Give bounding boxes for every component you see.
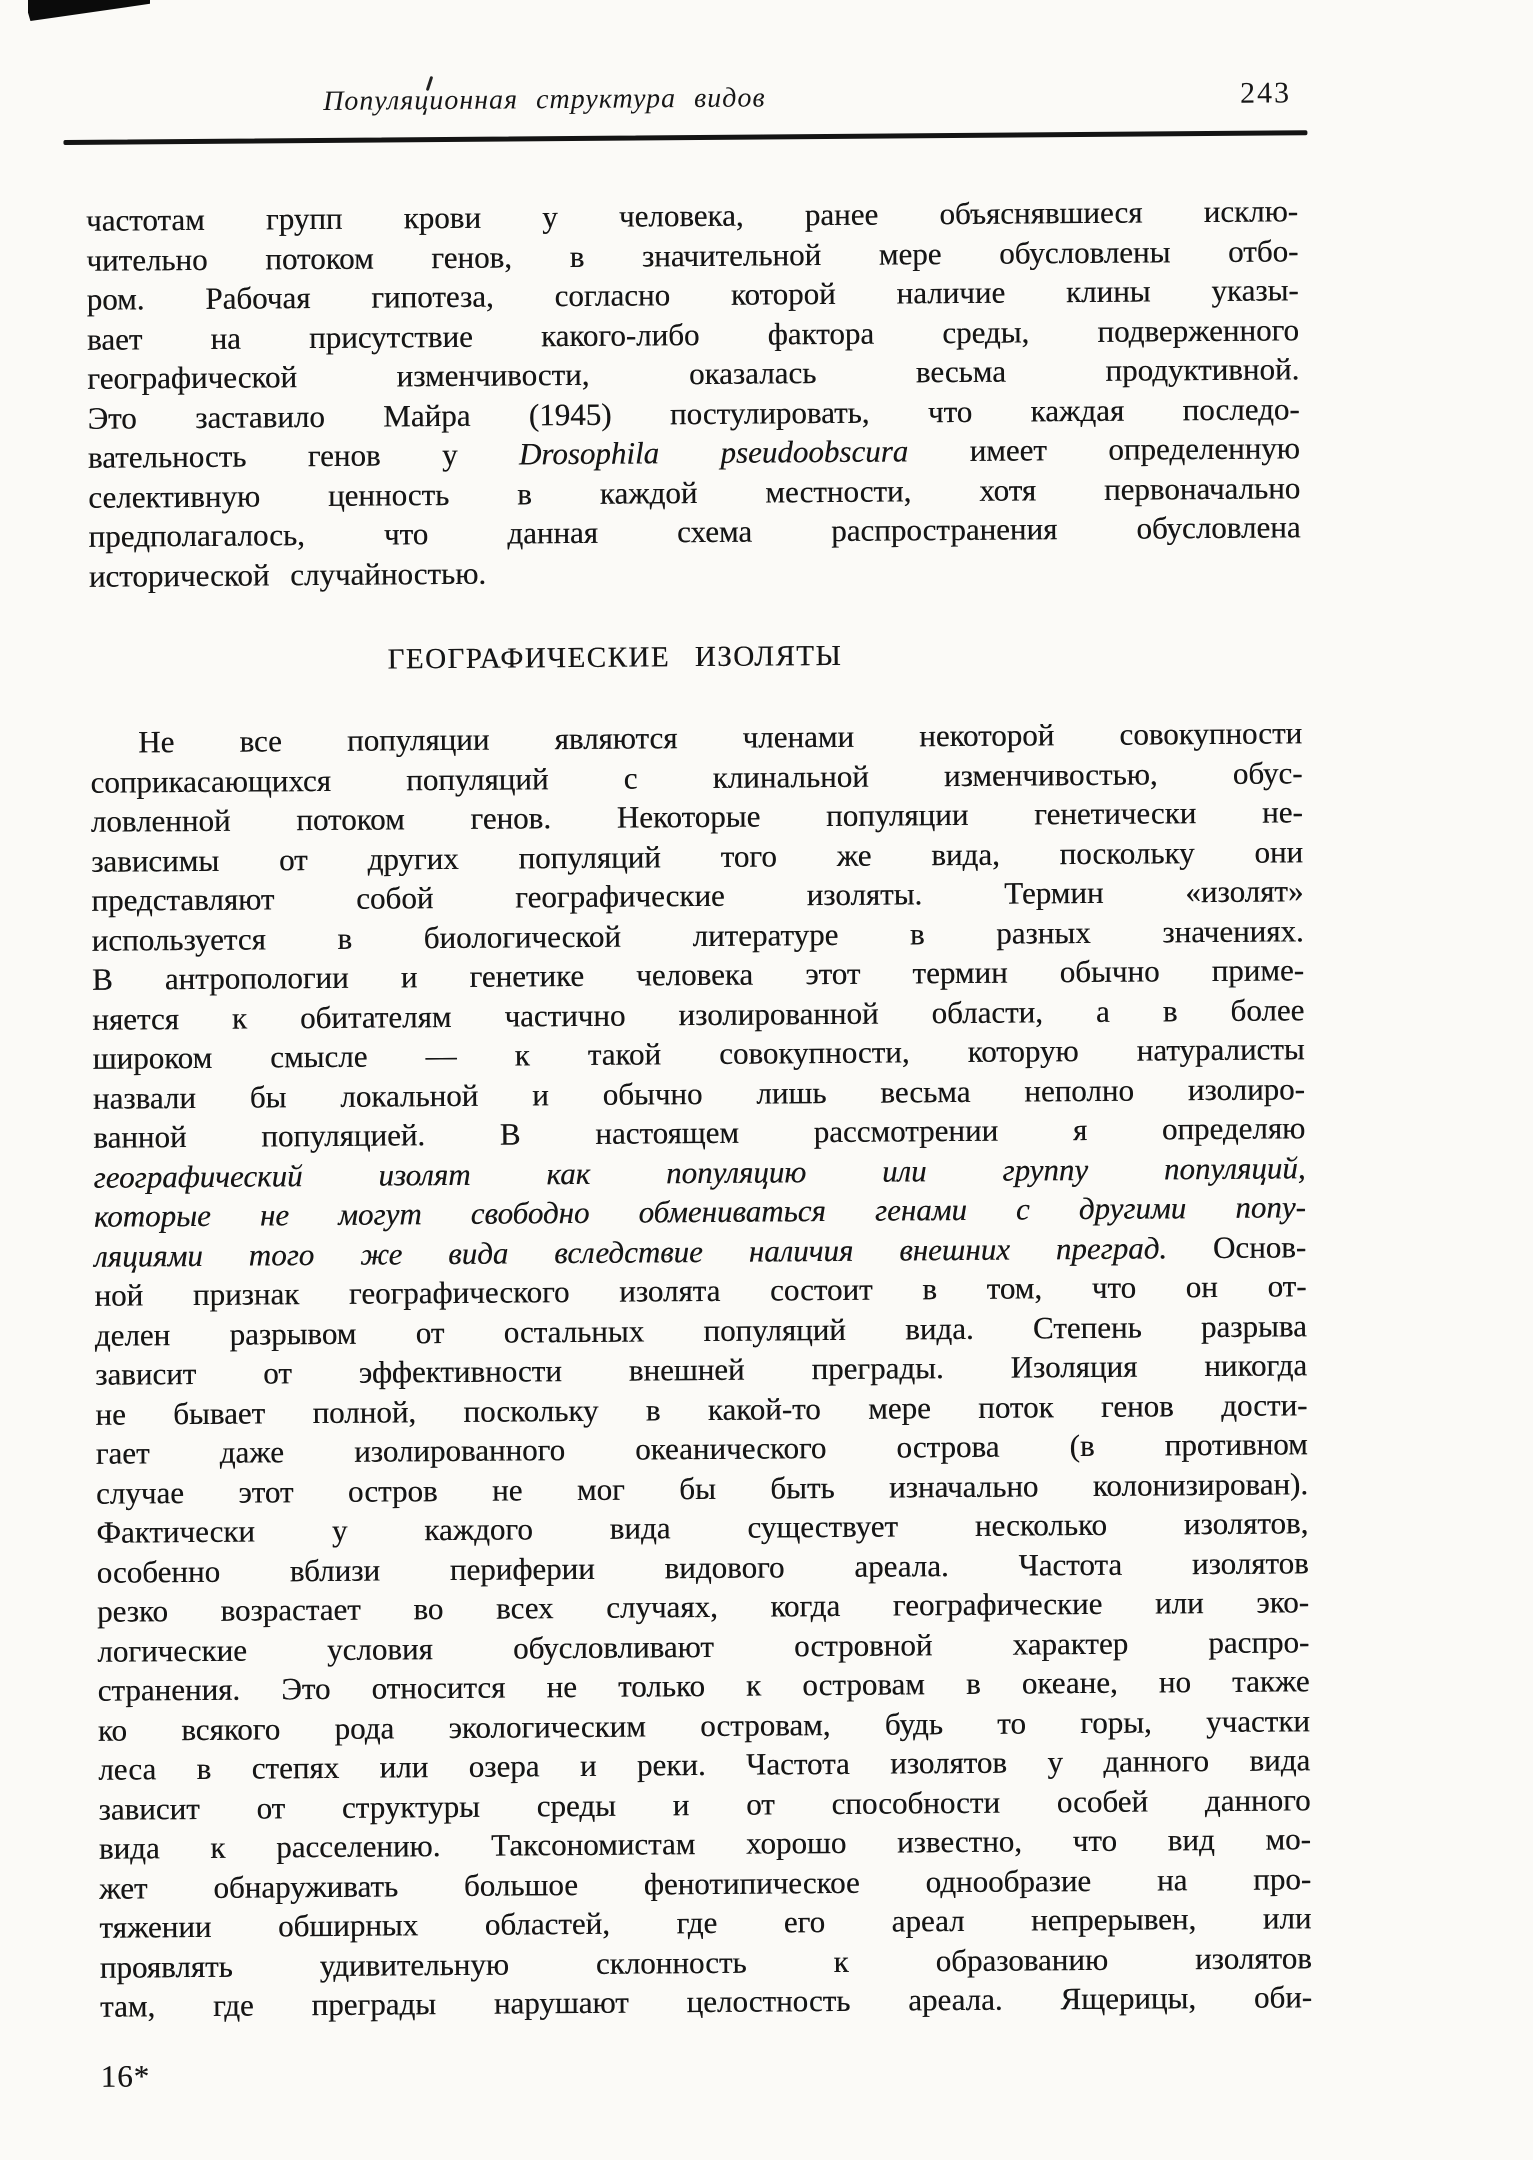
text-segment: жет обнаруживать большое фенотипическое однообразие на про- — [99, 1860, 1312, 1906]
page-content — [85, 76, 1313, 2094]
running-head: Популяционная структура видов — [323, 82, 766, 117]
text-segment: делен разрывом от остальных популяций вида. Степень разрыва — [94, 1307, 1307, 1353]
text-segment: соприкасающихся популяций с клинальной изменчивостью, обус- — [90, 754, 1303, 800]
text-segment: имеет определенную — [908, 430, 1301, 469]
text-segment: ром. Рабочая гипотеза, согласно которой наличие клины указы- — [86, 272, 1299, 317]
text-segment: проявлять удивительную склонность к образованию изолятов — [99, 1939, 1312, 1985]
text-segment: В антропологии и генетике человека этот термин обычно приме- — [91, 952, 1305, 997]
text-segment: тяжении обширных областей, где его ареал непрерывен, или — [99, 1900, 1312, 1945]
running-head-row — [85, 76, 1297, 128]
text-segment: зависит от эффективности внешней преграды. Изоляция никогда — [94, 1347, 1308, 1392]
text-segment: не бывает полной, поскольку в какой-то мере поток генов дости- — [95, 1386, 1308, 1432]
text-segment: логические условия обусловливают островной характер распро- — [97, 1623, 1310, 1669]
text-segment: частотам групп крови у человека, ранее объяснявшиеся исклю- — [85, 193, 1299, 238]
text-segment: странения. Это относится не только к островам в океане, но также — [97, 1663, 1310, 1708]
text-segment: особенно вблизи периферии видового ареала. Частота изолятов — [96, 1544, 1309, 1590]
scan-corner-artifact — [28, 0, 150, 21]
text-segment: вательность генов у — [87, 436, 520, 475]
text-segment: леса в степях или озера и реки. Частота изолятов у данного вида — [98, 1742, 1311, 1787]
text-segment: предполагалось, что данная схема распространения обусловлена — [88, 509, 1301, 554]
signature-mark: 16* — [100, 2057, 151, 2094]
text-segment: ванной популяцией. В настоящем рассмотрении я определяю — [93, 1110, 1306, 1155]
text-segment: там, где преграды нарушают целостность ареала. Ящерицы, оби- — [99, 1979, 1313, 2024]
text-segment: ной признак географического изолята состоит в том, что он от- — [94, 1268, 1307, 1313]
italic-text-segment: географический изолят как популяцию или группу популяций, — [93, 1149, 1306, 1195]
italic-text-segment: ляциями того же вида вследствие наличия внешних преград. — [94, 1229, 1168, 1274]
text-segment: чительно потоком генов, в значительной мере обусловлены отбо- — [86, 232, 1299, 278]
text-line — [100, 1977, 1312, 2026]
text-segment: зависит от структуры среды и от способности особей данного — [98, 1781, 1311, 1827]
header-rule — [63, 130, 1307, 145]
text-segment: няется к обитателям частично изолированной области, а в более — [92, 991, 1305, 1037]
text-segment: вает на присутствие какого-либо фактора среды, подверженного — [86, 311, 1300, 357]
text-segment: Не все популяции являются членами некоторой совокупности — [138, 715, 1303, 760]
text-segment: ловленной потоком генов. Некоторые популяции генетически не- — [90, 794, 1303, 839]
text-segment: используется в биологической литературе в разных значениях. — [91, 912, 1304, 958]
text-segment: географической изменчивости, оказалась весьма продуктивной. — [87, 351, 1300, 396]
text-segment: назвали бы локальной и обычно лишь весьма неполно изолиро- — [92, 1070, 1306, 1116]
italic-text-segment: Drosophila pseudoobscura — [518, 433, 909, 472]
text-segment: резко возрастает во всех случаях, когда географические или эко- — [96, 1584, 1310, 1629]
page-number: 243 — [1239, 76, 1292, 110]
italic-text-segment: которые не могут свободно обмениваться генами с другими попу- — [93, 1189, 1306, 1234]
text-segment: зависимы от других популяций того же вида, поскольку они — [90, 833, 1304, 879]
paragraph-1 — [86, 191, 1301, 596]
text-segment: ко всякого рода экологическим островам, будь то горы, участки — [97, 1702, 1311, 1748]
text-segment: Это заставило Майра (1945) постулировать, что каждая последо- — [87, 390, 1300, 436]
section-heading: ГЕОГРАФИЧЕСКИЕ ИЗОЛЯТЫ — [387, 639, 843, 676]
text-segment: селективную ценность в каждой местности, хотя первоначально — [88, 469, 1301, 515]
paragraph-2 — [90, 713, 1312, 2026]
text-segment: широком смысле — к такой совокупности, которую натуралисты — [92, 1031, 1305, 1076]
text-segment: случае этот остров не мог бы быть изначально колонизирован). — [95, 1465, 1309, 1511]
text-segment: вида к расселению. Таксономистам хорошо известно, что вид мо- — [98, 1821, 1311, 1866]
text-segment: Основ- — [1166, 1228, 1307, 1265]
text-segment: Фактически у каждого вида существует несколько изолятов, — [96, 1505, 1309, 1550]
text-segment: представляют собой географические изоляты. Термин «изолят» — [91, 873, 1304, 918]
text-segment: гает даже изолированного океанического острова (в противном — [95, 1426, 1308, 1471]
text-segment: исторической случайностью. — [88, 555, 487, 594]
